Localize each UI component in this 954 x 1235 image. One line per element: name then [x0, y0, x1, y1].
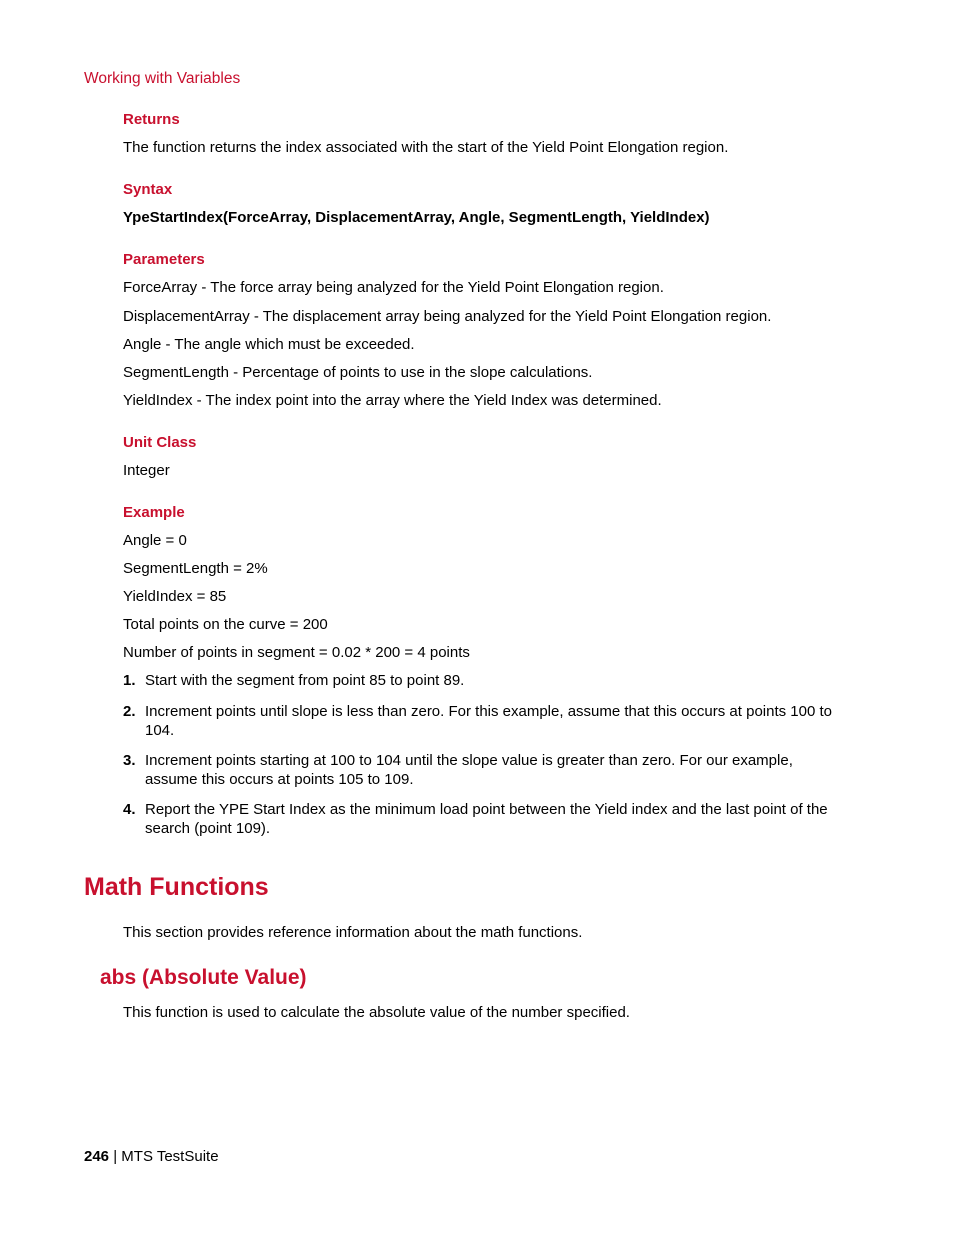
step-item	[123, 751, 848, 789]
parameter-item: YieldIndex - The index point into the array where the Yield Index was determined.	[123, 392, 662, 409]
step-number: 1.	[123, 672, 136, 689]
parameters-heading: Parameters	[123, 251, 205, 268]
step-text: Increment points until slope is less than zero. For this example, assume that this occurs at points 100 to 104.	[145, 703, 833, 739]
example-heading: Example	[123, 504, 185, 521]
syntax-text: YpeStartIndex(ForceArray, DisplacementArray, Angle, SegmentLength, YieldIndex)	[123, 209, 710, 226]
syntax-heading: Syntax	[123, 181, 173, 198]
product-name: MTS TestSuite	[121, 1148, 219, 1165]
returns-heading: Returns	[123, 111, 180, 128]
parameter-item: ForceArray - The force array being analyzed for the Yield Point Elongation region.	[123, 279, 664, 296]
example-line: SegmentLength = 2%	[123, 560, 268, 577]
example-line: Total points on the curve = 200	[123, 616, 328, 633]
page-number: 246	[84, 1148, 110, 1165]
step-item	[123, 702, 848, 740]
parameter-item: SegmentLength - Percentage of points to use in the slope calculations.	[123, 364, 593, 381]
step-number: 3.	[123, 752, 136, 769]
page-footer	[84, 1148, 219, 1165]
step-item	[123, 800, 848, 838]
example-line: Angle = 0	[123, 532, 187, 549]
footer-separator: |	[113, 1148, 118, 1165]
step-text: Start with the segment from point 85 to point 89.	[145, 672, 465, 689]
function-description: This function is used to calculate the absolute value of the number specified.	[123, 1004, 630, 1021]
section-intro: This section provides reference information about the math functions.	[123, 924, 583, 941]
step-number: 2.	[123, 703, 136, 720]
parameter-item: DisplacementArray - The displacement array being analyzed for the Yield Point Elongation region.	[123, 308, 772, 325]
section-title: Math Functions	[84, 873, 269, 901]
step-text: Report the YPE Start Index as the minimum load point between the Yield index and the last point of the search (point 109).	[145, 801, 828, 837]
function-title: abs (Absolute Value)	[100, 966, 307, 989]
example-line: YieldIndex = 85	[123, 588, 227, 605]
unit-class-text: Integer	[123, 462, 170, 479]
returns-text: The function returns the index associated with the start of the Yield Point Elongation region.	[123, 139, 729, 156]
step-number: 4.	[123, 801, 136, 818]
example-line: Number of points in segment = 0.02 * 200 = 4 points	[123, 644, 470, 661]
parameter-item: Angle - The angle which must be exceeded.	[123, 336, 415, 353]
unit-class-heading: Unit Class	[123, 434, 197, 451]
running-header: Working with Variables	[84, 70, 241, 87]
step-text: Increment points starting at 100 to 104 until the slope value is greater than zero. For our example, assume this occurs at points 105 to 109.	[145, 752, 793, 788]
step-item	[123, 671, 848, 690]
